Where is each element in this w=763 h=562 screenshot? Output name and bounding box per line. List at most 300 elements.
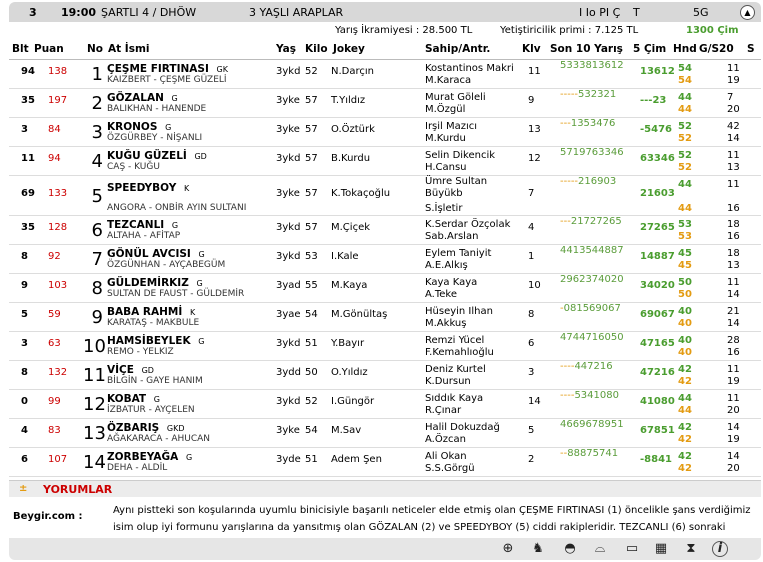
form-digits: 21727265 bbox=[570, 216, 622, 227]
hnd-value-alt: 52 bbox=[678, 162, 692, 173]
comments-bar[interactable] bbox=[9, 480, 761, 497]
owner-name[interactable]: Kostantinos Makri bbox=[425, 63, 514, 74]
gs20-s: 20 bbox=[727, 104, 740, 115]
five-cim-value: 13612 bbox=[640, 66, 675, 77]
table-row[interactable] bbox=[9, 361, 761, 390]
horse-number: 10 bbox=[83, 336, 106, 357]
horse-number: 13 bbox=[83, 423, 106, 444]
gs20-g: 42 bbox=[727, 121, 740, 132]
col-gs20: G/S20 bbox=[699, 43, 734, 55]
last-10-races bbox=[560, 60, 624, 71]
owner-name[interactable]: K.Serdar Özçolak bbox=[425, 219, 511, 230]
jockey-name[interactable]: N.Darçın bbox=[331, 66, 374, 77]
horse-tag: K bbox=[189, 308, 196, 317]
hnd-value: 53 bbox=[678, 219, 692, 230]
horse-pedigree: CAŞ - KUĞU bbox=[107, 162, 160, 172]
horse-tag: GD bbox=[194, 152, 207, 161]
horse-name-link[interactable] bbox=[107, 150, 207, 162]
trainer-name[interactable]: M.Özgül bbox=[425, 104, 466, 115]
gs20-g: 11 bbox=[727, 179, 740, 190]
hnd-value-alt: 52 bbox=[678, 133, 692, 144]
puan-value: 83 bbox=[48, 425, 61, 436]
gs20-g: 11 bbox=[727, 150, 740, 161]
horse-pedigree: ANGORA - ONBİR AYIN SULTANI bbox=[107, 203, 247, 213]
klv-value: 14 bbox=[528, 396, 541, 407]
horse-name-link[interactable] bbox=[107, 393, 160, 405]
klv-value: 12 bbox=[528, 153, 541, 164]
owner-name[interactable]: Irşil Mazıcı bbox=[425, 121, 478, 132]
col-name: At İsmi bbox=[108, 43, 150, 55]
trainer-name[interactable]: F.Kemahlıoğlu bbox=[425, 347, 494, 358]
gs20-s: 13 bbox=[727, 260, 740, 271]
horse-tag: G bbox=[196, 279, 203, 288]
hnd-value-alt: 44 bbox=[678, 405, 692, 416]
horse-tag: G bbox=[153, 395, 160, 404]
hnd-value-alt: 42 bbox=[678, 376, 692, 387]
five-cim-value: 63346 bbox=[640, 153, 675, 164]
horse-name-link[interactable] bbox=[107, 248, 205, 260]
horse-age: 3ykd bbox=[276, 153, 301, 164]
horse-name-link[interactable] bbox=[107, 182, 189, 194]
horse-name: ÇEŞME FIRTINASI bbox=[107, 63, 209, 75]
horse-name: KRONOS bbox=[107, 121, 158, 133]
gs20-s: 14 bbox=[727, 318, 740, 329]
jockey-name[interactable]: Y.Bayır bbox=[331, 338, 365, 349]
trainer-name[interactable]: S.S.Görgü bbox=[425, 463, 475, 474]
horse-weight: 54 bbox=[305, 309, 318, 320]
five-cim-value: ---23 bbox=[640, 95, 667, 106]
five-cim-value: 69067 bbox=[640, 309, 675, 320]
form-dashes: -- bbox=[560, 448, 568, 459]
owner-name[interactable]: Murat Göleli bbox=[425, 92, 486, 103]
globe-icon[interactable]: ⊕ bbox=[502, 541, 514, 556]
comments-title: YORUMLAR bbox=[43, 483, 113, 496]
trainer-name[interactable]: M.Akkuş bbox=[425, 318, 467, 329]
horse-pedigree: REMO - YELKIZ bbox=[107, 347, 174, 357]
hnd-value: 45 bbox=[678, 248, 692, 259]
owner-name[interactable]: Ümre Sultan Büyükb bbox=[425, 176, 488, 199]
table-row[interactable] bbox=[9, 245, 761, 274]
horse-age: 3ykd bbox=[276, 66, 301, 77]
gs20-s: 19 bbox=[727, 75, 740, 86]
owner-name[interactable]: Halil Dokuzdağ bbox=[425, 422, 500, 433]
puan-value: 133 bbox=[48, 188, 68, 199]
table-row[interactable] bbox=[9, 60, 761, 89]
five-cim-value: 67851 bbox=[640, 425, 675, 436]
col-jockey: Jokey bbox=[333, 43, 365, 55]
blt-value: 8 bbox=[21, 251, 28, 262]
trainer-name[interactable]: S.İşletir bbox=[425, 203, 463, 214]
puan-value: 132 bbox=[48, 367, 68, 378]
horse-name-link[interactable] bbox=[107, 422, 185, 434]
distance-codes: I Io PI Ç bbox=[579, 6, 621, 19]
gs20-s: 20 bbox=[727, 463, 740, 474]
horse-age: 3ykd bbox=[276, 338, 301, 349]
gs20-g: 11 bbox=[727, 63, 740, 74]
form-digits: 081569067 bbox=[563, 303, 621, 314]
gs20-g: 7 bbox=[727, 92, 734, 103]
horse-number: 5 bbox=[91, 186, 103, 207]
table-row[interactable] bbox=[9, 390, 761, 419]
trainer-name[interactable]: A.Teke bbox=[425, 289, 457, 300]
last-10-races bbox=[560, 361, 613, 372]
trainer-name[interactable]: Sab.Arslan bbox=[425, 231, 479, 242]
form-digits: 4669678951 bbox=[560, 419, 624, 430]
horse-number: 4 bbox=[91, 151, 103, 172]
hnd-value: 42 bbox=[678, 451, 692, 462]
form-dashes: --- bbox=[560, 118, 571, 129]
jockey-name[interactable]: M.Kaya bbox=[331, 280, 368, 291]
horse-number: 14 bbox=[83, 452, 106, 473]
horse-tag: G bbox=[171, 221, 179, 230]
owner-name[interactable]: Sıddık Kaya bbox=[425, 393, 484, 404]
blt-value: 35 bbox=[21, 222, 35, 233]
last-10-races bbox=[560, 448, 618, 459]
horse-age: 3ykd bbox=[276, 396, 301, 407]
horse-weight: 57 bbox=[305, 124, 318, 135]
horse-pedigree: SULTAN DE FAUST - GÜLDEMİR bbox=[107, 289, 245, 299]
last-10-races bbox=[560, 274, 624, 285]
jockey-name[interactable]: O.Öztürk bbox=[331, 124, 375, 135]
horse-pedigree: DEHA - ALDİL bbox=[107, 463, 168, 473]
gs20-s: 16 bbox=[727, 347, 740, 358]
klv-value: 1 bbox=[528, 251, 535, 262]
horse-age: 3ykd bbox=[276, 222, 301, 233]
jockey-name[interactable]: T.Yıldız bbox=[331, 95, 366, 106]
owner-name[interactable]: Selin Dikencik bbox=[425, 150, 496, 161]
hnd-value: 44 bbox=[678, 179, 692, 190]
horse-name: KOBAT bbox=[107, 393, 147, 405]
owner-name[interactable]: Hüseyin Ilhan bbox=[425, 306, 493, 317]
puan-value: 107 bbox=[48, 454, 68, 465]
five-cim-value: -5476 bbox=[640, 124, 672, 135]
klv-value: 13 bbox=[528, 124, 541, 135]
trainer-name[interactable]: A.E.Alkış bbox=[425, 260, 468, 271]
horse-age: 3yad bbox=[276, 280, 301, 291]
hnd-value: 40 bbox=[678, 306, 692, 317]
hnd-value-alt: 40 bbox=[678, 347, 692, 358]
hnd-value: 54 bbox=[678, 63, 692, 74]
horse-weight: 57 bbox=[305, 188, 318, 199]
horse-pedigree: ÖZGÜRBEY - NİŞANLI bbox=[107, 133, 203, 143]
gs20-g: 18 bbox=[727, 219, 740, 230]
horse-name: ÖZBARIŞ bbox=[107, 422, 160, 434]
race-time: 19:00 bbox=[61, 6, 97, 19]
trainer-name[interactable]: K.Dursun bbox=[425, 376, 471, 387]
horse-weight: 54 bbox=[305, 425, 318, 436]
blt-value: 3 bbox=[21, 338, 28, 349]
five-cim-value: 41080 bbox=[640, 396, 675, 407]
form-digits: 4744716050 bbox=[560, 332, 624, 343]
klv-value: 9 bbox=[528, 95, 535, 106]
table-row[interactable] bbox=[9, 147, 761, 176]
form-dashes: ---- bbox=[560, 390, 575, 401]
gs20-g: 14 bbox=[727, 422, 740, 433]
race-grade: 5G bbox=[693, 6, 709, 19]
horse-pedigree: BİLGİN - GAYE HANIM bbox=[107, 376, 203, 386]
form-digits: 4413544887 bbox=[560, 245, 624, 256]
hnd-value-alt: 53 bbox=[678, 231, 692, 242]
table-row[interactable] bbox=[9, 216, 761, 245]
horse-pedigree: İZBATUR - AYÇELEN bbox=[107, 405, 195, 415]
table-row[interactable] bbox=[9, 332, 761, 361]
gs20-g: 21 bbox=[727, 306, 740, 317]
comment-source: Beygir.com : bbox=[13, 511, 83, 522]
collapse-icon[interactable]: ▲ bbox=[740, 5, 755, 20]
jockey-name[interactable]: K.Tokaçoğlu bbox=[331, 188, 391, 199]
chart-icon[interactable]: ▦ bbox=[654, 541, 668, 556]
klv-value: 4 bbox=[528, 222, 535, 233]
col-no: No bbox=[87, 43, 104, 55]
klv-value: 2 bbox=[528, 454, 535, 465]
jockey-name[interactable]: Adem Şen bbox=[331, 454, 382, 465]
horse-age: 3yde bbox=[276, 454, 301, 465]
form-digits: 5341080 bbox=[574, 390, 619, 401]
klv-value: 11 bbox=[528, 66, 541, 77]
form-dashes: ----- bbox=[560, 89, 579, 100]
info-icon[interactable]: i bbox=[712, 541, 728, 557]
horse-weight: 51 bbox=[305, 338, 318, 349]
horse-number: 9 bbox=[91, 307, 103, 328]
saddle-icon[interactable]: ⌓ bbox=[594, 541, 606, 556]
horse-weight: 52 bbox=[305, 396, 318, 407]
horse-number: 11 bbox=[83, 365, 106, 386]
col-klv: Klv bbox=[522, 43, 541, 55]
horse-name: VİÇE bbox=[107, 364, 134, 376]
form-dashes: ---- bbox=[560, 361, 575, 372]
horse-age: 3ykd bbox=[276, 251, 301, 262]
table-row[interactable] bbox=[9, 303, 761, 332]
jockey-name[interactable]: M.Gönültaş bbox=[331, 309, 388, 320]
form-digits: 2962374020 bbox=[560, 274, 624, 285]
gs20-s: 19 bbox=[727, 434, 740, 445]
gs20-g: 11 bbox=[727, 277, 740, 288]
hnd-value: 42 bbox=[678, 422, 692, 433]
horse-name: HAMSİBEYLEK bbox=[107, 335, 191, 347]
col-kilo: Kilo bbox=[305, 43, 328, 55]
gs20-g: 11 bbox=[727, 364, 740, 375]
hnd-value: 44 bbox=[678, 92, 692, 103]
breeder-prize-label: Yetiştiricilik primi : 7.125 TL bbox=[500, 25, 639, 36]
horse-weight: 57 bbox=[305, 222, 318, 233]
hnd-value-alt: 44 bbox=[678, 104, 692, 115]
comment-text: Aynı pistteki son koşularında uyumlu binicisiyle başarılı neticeler elde etmiş olan ÇEŞME FIRTINASI (1) öncelikle şans verdiğimiz isim olup iyi formunu yarışlarına da yansıtmış olan GÖZALAN (2) ve SPEEDYBOY (5) ciddi rakipleridir. TEZCANLI (6) sonraki bbox=[113, 505, 751, 533]
horse-name-link[interactable] bbox=[107, 451, 192, 463]
five-cim-value: 21603 bbox=[640, 188, 675, 199]
horse-age: 3ydd bbox=[276, 367, 301, 378]
track-code: T bbox=[633, 6, 640, 19]
horse-weight: 50 bbox=[305, 367, 318, 378]
horse-tag: G bbox=[185, 453, 193, 462]
blt-value: 0 bbox=[21, 396, 28, 407]
form-digits: 216903 bbox=[578, 176, 617, 187]
jockey-name[interactable]: M.Sav bbox=[331, 425, 362, 436]
puan-value: 84 bbox=[48, 124, 61, 135]
row-divider bbox=[9, 476, 761, 477]
jockey-name[interactable]: B.Kurdu bbox=[331, 153, 371, 164]
horse-number: 7 bbox=[91, 249, 103, 270]
blt-value: 3 bbox=[21, 124, 28, 135]
puan-value: 92 bbox=[48, 251, 61, 262]
five-cim-value: 27265 bbox=[640, 222, 675, 233]
form-digits: 88875741 bbox=[567, 448, 619, 459]
comments-toggle-icon[interactable]: ± bbox=[19, 483, 28, 494]
race-header bbox=[9, 2, 761, 22]
horse-tag: G bbox=[198, 250, 205, 259]
horse-name-link[interactable] bbox=[107, 306, 195, 318]
horse-name-link[interactable] bbox=[107, 92, 178, 104]
last-10-races bbox=[560, 89, 616, 100]
horse-number: 3 bbox=[91, 122, 103, 143]
jockey-name[interactable]: M.Çiçek bbox=[331, 222, 371, 233]
gs20-s: 16 bbox=[727, 203, 740, 214]
last-10-races bbox=[560, 332, 624, 343]
hnd-value-alt: 54 bbox=[678, 75, 692, 86]
horse-age: 3yke bbox=[276, 124, 300, 135]
col-hnd: Hnd bbox=[673, 43, 697, 55]
five-cim-value: 34020 bbox=[640, 280, 675, 291]
form-dashes: --- bbox=[560, 216, 571, 227]
horse-name-link[interactable] bbox=[107, 277, 203, 289]
horse-name-link[interactable] bbox=[107, 364, 154, 376]
klv-value: 3 bbox=[528, 367, 535, 378]
horse-weight: 51 bbox=[305, 454, 318, 465]
horse-name: GÜLDEMİRKIZ bbox=[107, 277, 189, 289]
jockey-name[interactable]: O.Yıldız bbox=[331, 367, 368, 378]
horse-number: 8 bbox=[91, 278, 103, 299]
horse-number: 6 bbox=[91, 220, 103, 241]
form-digits: 1353476 bbox=[570, 118, 616, 129]
race-condition: ŞARTLI 4 / DHÖW bbox=[101, 6, 197, 19]
hnd-value: 52 bbox=[678, 121, 692, 132]
horse-weight: 53 bbox=[305, 251, 318, 262]
hourglass-icon[interactable]: ⧗ bbox=[686, 541, 696, 556]
trainer-name[interactable]: A.Özcan bbox=[425, 434, 466, 445]
horse-tag: GKD bbox=[166, 424, 185, 433]
horse-name: GÖNÜL AVCISI bbox=[107, 248, 191, 260]
owner-name[interactable]: Eylem Taniyit bbox=[425, 248, 492, 259]
col-puan: Puan bbox=[34, 43, 64, 55]
col-cim: 5 Çim bbox=[633, 43, 667, 55]
horse-name-link[interactable] bbox=[107, 63, 228, 75]
horse-pedigree: KARATAŞ - MAKBULE bbox=[107, 318, 200, 328]
horse-age: 3yke bbox=[276, 95, 300, 106]
horse-name: KUĞU GÜZELİ bbox=[107, 150, 187, 162]
horse-tag: G bbox=[171, 94, 178, 103]
horse-weight: 55 bbox=[305, 280, 318, 291]
owner-name[interactable]: Deniz Kurtel bbox=[425, 364, 486, 375]
footer-toolbar bbox=[9, 538, 761, 560]
owner-name[interactable]: Remzi Yücel bbox=[425, 335, 485, 346]
jockey-helmet-icon[interactable]: ◓ bbox=[564, 541, 576, 556]
jockey-name[interactable]: I.Güngör bbox=[331, 396, 375, 407]
table-row[interactable] bbox=[9, 274, 761, 303]
table-row[interactable] bbox=[9, 118, 761, 147]
last-10-races bbox=[560, 419, 624, 430]
blt-value: 11 bbox=[21, 153, 35, 164]
hnd-value: 40 bbox=[678, 335, 692, 346]
horse-name: BABA RAHMİ bbox=[107, 306, 183, 318]
distance-surface: 1300 Çim bbox=[686, 25, 739, 36]
gs20-s: 16 bbox=[727, 231, 740, 242]
horse-name: SPEEDYBOY bbox=[107, 182, 177, 194]
horse-name-link[interactable] bbox=[107, 335, 204, 347]
form-dashes: ----- bbox=[560, 176, 579, 187]
blt-value: 8 bbox=[21, 367, 28, 378]
horse-icon[interactable]: ♞ bbox=[532, 541, 544, 556]
gs20-s: 19 bbox=[727, 376, 740, 387]
table-row[interactable] bbox=[9, 448, 761, 477]
puan-value: 138 bbox=[48, 66, 68, 77]
klv-value: 6 bbox=[528, 338, 535, 349]
gs20-g: 18 bbox=[727, 248, 740, 259]
horse-tag: K bbox=[183, 184, 190, 193]
horse-number: 12 bbox=[83, 394, 106, 415]
puan-value: 63 bbox=[48, 338, 61, 349]
hnd-value-alt: 44 bbox=[678, 203, 692, 214]
horse-weight: 52 bbox=[305, 66, 318, 77]
puan-value: 99 bbox=[48, 396, 61, 407]
jockey-name[interactable]: I.Kale bbox=[331, 251, 359, 262]
horse-name: GÖZALAN bbox=[107, 92, 164, 104]
horse-tag: G bbox=[165, 123, 172, 132]
five-cim-value: 14887 bbox=[640, 251, 675, 262]
table-row[interactable] bbox=[9, 176, 761, 216]
hnd-value-alt: 45 bbox=[678, 260, 692, 271]
horse-age: 3yke bbox=[276, 425, 300, 436]
col-owner: Sahip/Antr. bbox=[425, 43, 491, 55]
trainer-name[interactable]: M.Karaca bbox=[425, 75, 472, 86]
five-cim-value: 47165 bbox=[640, 338, 675, 349]
five-cim-value: -8841 bbox=[640, 454, 672, 465]
klv-value: 8 bbox=[528, 309, 535, 320]
blt-value: 5 bbox=[21, 309, 28, 320]
horse-name: ZORBEYAĞA bbox=[107, 451, 179, 463]
col-s: S bbox=[747, 43, 755, 55]
owner-name[interactable]: Ali Okan bbox=[425, 451, 467, 462]
last-10-races bbox=[560, 303, 621, 314]
horse-age: 3yke bbox=[276, 188, 300, 199]
horse-tag: G bbox=[198, 337, 205, 346]
horse-weight: 57 bbox=[305, 95, 318, 106]
horse-name-link[interactable] bbox=[107, 219, 178, 231]
form-dashes: - bbox=[560, 303, 564, 314]
puan-value: 59 bbox=[48, 309, 61, 320]
form-digits: 447216 bbox=[574, 361, 613, 372]
gs20-g: 14 bbox=[727, 451, 740, 462]
gs20-s: 20 bbox=[727, 405, 740, 416]
table-row[interactable] bbox=[9, 419, 761, 448]
five-cim-value: 47216 bbox=[640, 367, 675, 378]
gs20-s: 14 bbox=[727, 133, 740, 144]
horse-name-link[interactable] bbox=[107, 121, 171, 133]
blt-value: 94 bbox=[21, 66, 35, 77]
horse-age: 3yae bbox=[276, 309, 301, 320]
horse-tag: GD bbox=[141, 366, 154, 375]
trainer-name[interactable]: M.Kurdu bbox=[425, 133, 466, 144]
last-10-races bbox=[560, 245, 624, 256]
comment-box bbox=[9, 496, 761, 538]
trainer-name[interactable]: H.Cansu bbox=[425, 162, 467, 173]
owner-name[interactable]: Kaya Kaya bbox=[425, 277, 478, 288]
hnd-value: 52 bbox=[678, 150, 692, 161]
laptop-icon[interactable]: ▭ bbox=[625, 541, 639, 556]
puan-value: 103 bbox=[48, 280, 68, 291]
table-row[interactable] bbox=[9, 89, 761, 118]
gs20-s: 13 bbox=[727, 162, 740, 173]
puan-value: 128 bbox=[48, 222, 68, 233]
trainer-name[interactable]: R.Çınar bbox=[425, 405, 462, 416]
